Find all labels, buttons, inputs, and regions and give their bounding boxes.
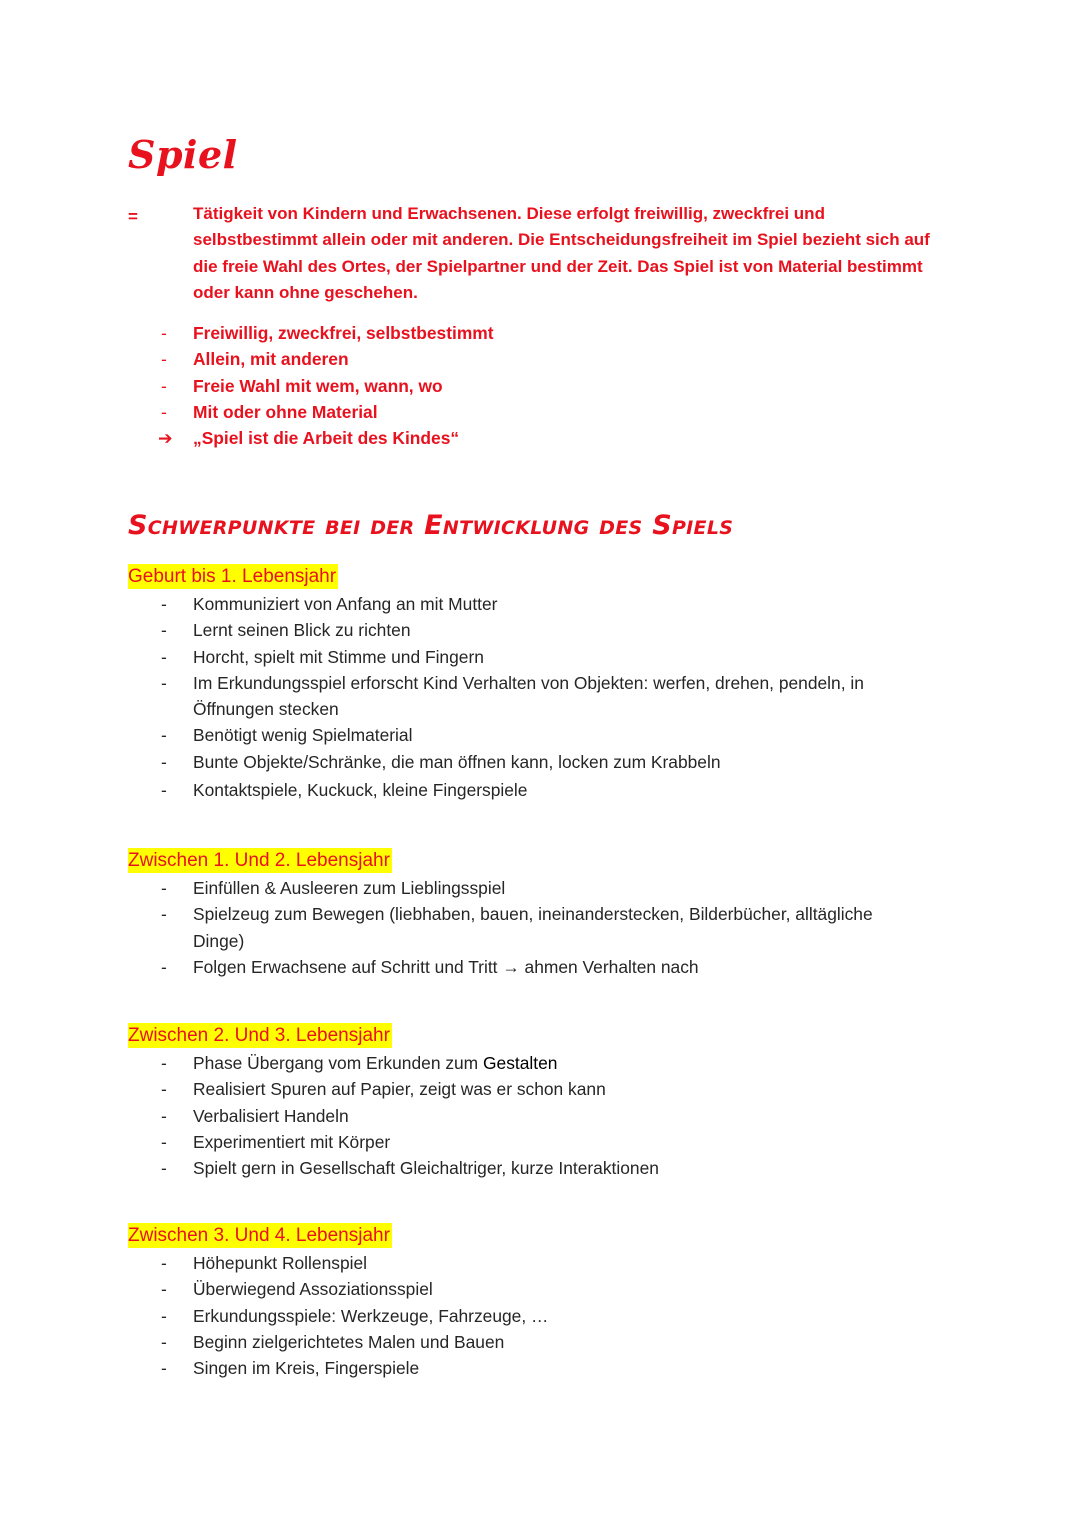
list-item: - Erkundungsspiele: Werkzeuge, Fahrzeuge, … [0,1303,913,1329]
list-item: - Beginn zielgerichtetes Malen und Bauen [0,1329,913,1355]
list-item: - Spielzeug zum Bewegen (liebhaben, bauen, ineinanderstecken, Bilderbücher, alltägliche Dinge) [0,901,913,954]
dash-marker: - [161,751,167,772]
dash-marker: - [161,1105,167,1126]
dash-marker: - [161,401,167,422]
dash-marker: - [161,646,167,667]
list-item: - Horcht, spielt mit Stimme und Fingern [0,644,913,670]
dash-marker: - [161,349,167,370]
definition-marker: = [128,207,138,226]
list-item: - Kontaktspiele, Kuckuck, kleine Fingerspiele [0,777,913,803]
dash-marker: - [161,904,167,925]
list-item: - Bunte Objekte/Schränke, die man öffnen kann, locken zum Krabbeln [0,749,913,775]
list-item: - Phase Übergang vom Erkunden zum Gestalten [0,1050,913,1076]
emphasis-text: Gestalten [483,1053,558,1073]
dash-marker: - [161,1305,167,1326]
list-item: - Spielt gern in Gesellschaft Gleichaltriger, kurze Interaktionen [0,1155,913,1181]
dash-marker: - [161,1079,167,1100]
dash-marker: - [161,1158,167,1179]
phase-list [0,1050,913,1181]
definition-text: Tätigkeit von Kindern und Erwachsenen. Diese erfolgt freiwillig, zweckfrei und selbstbestimmt allein oder mit anderen. Die Entscheidungsfreiheit im Spiel bezieht sich auf die freie Wahl des Ortes, der Spielpartner und der Zeit. Das Spiel ist von Material bestimmt oder kann ohne geschehen. [193,204,930,302]
dash-marker: - [161,780,167,801]
dash-marker: - [161,956,167,977]
list-item: - Verbalisiert Handeln [0,1103,913,1129]
list-item: - Im Erkundungsspiel erforscht Kind Verhalten von Objekten: werfen, drehen, pendeln, in Öffnungen stecken [0,670,913,723]
dash-marker: - [161,878,167,898]
list-item: - Kommuniziert von Anfang an mit Mutter [0,591,913,617]
section-title: Schwerpunkte bei der Entwicklung des Spiels [128,510,734,541]
list-item-conclusion: ➔ „Spiel ist die Arbeit des Kindes“ [0,425,913,451]
page-title: Spiel [128,132,238,177]
arrow-right-icon: ➔ [158,428,173,449]
dash-marker: - [161,1331,167,1352]
dash-marker: - [161,1253,167,1273]
phase-heading: Zwischen 3. Und 4. Lebensjahr [128,1225,390,1246]
list-item: - Überwiegend Assoziationsspiel [0,1276,913,1302]
list-item: - Benötigt wenig Spielmaterial [0,722,913,748]
list-item: - Experimentiert mit Körper [0,1129,913,1155]
dash-marker: - [161,1358,167,1379]
phase-list [0,875,913,980]
list-item: - Allein, mit anderen [0,346,913,372]
phase-heading: Zwischen 1. Und 2. Lebensjahr [128,850,390,871]
dash-marker: - [161,725,167,746]
dash-marker: - [161,594,167,614]
list-item: - Folgen Erwachsene auf Schritt und Tritt → ahmen Verhalten nach [0,954,913,980]
dash-marker: - [161,375,167,396]
dash-marker: - [161,672,167,693]
list-item: - Singen im Kreis, Fingerspiele [0,1355,913,1381]
list-item: - Höhepunkt Rollenspiel [0,1250,913,1276]
list-item: - Realisiert Spuren auf Papier, zeigt was er schon kann [0,1076,913,1102]
summary-list [0,320,913,451]
dash-marker: - [161,1053,167,1073]
dash-marker: - [161,1131,167,1152]
phase-heading: Zwischen 2. Und 3. Lebensjahr [128,1025,390,1046]
list-item: - Freie Wahl mit wem, wann, wo [0,373,913,399]
dash-marker: - [161,620,167,641]
dash-marker: - [161,323,167,343]
list-item: - Freiwillig, zweckfrei, selbstbestimmt [0,320,913,346]
phase-list [0,591,913,803]
phase-list [0,1250,913,1381]
list-item: - Einfüllen & Ausleeren zum Lieblingsspiel [0,875,913,901]
dash-marker: - [161,1279,167,1300]
list-item: - Mit oder ohne Material [0,399,913,425]
phase-heading: Geburt bis 1. Lebensjahr [128,566,337,587]
list-item: - Lernt seinen Blick zu richten [0,617,913,643]
